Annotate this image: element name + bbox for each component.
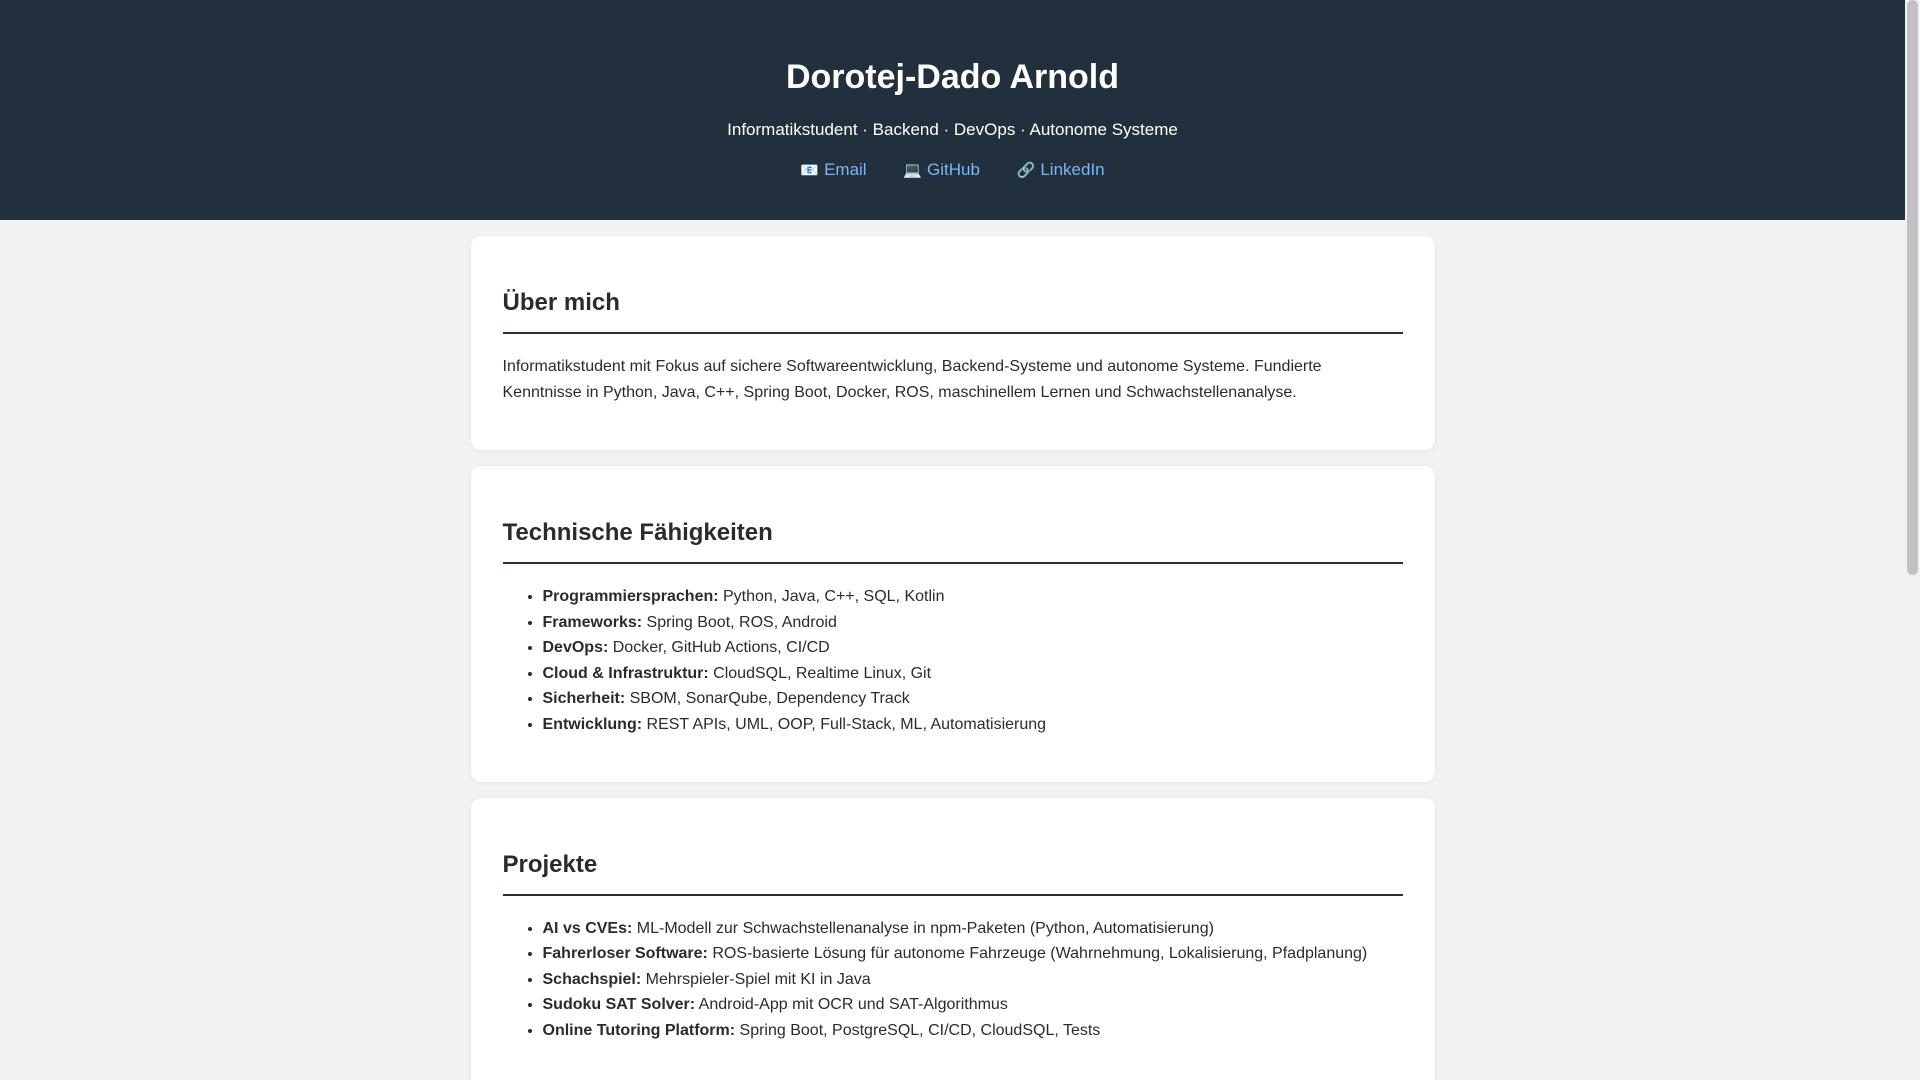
project-label: Online Tutoring Platform: xyxy=(542,1021,736,1039)
skill-value: Python, Java, C++, SQL, Kotlin xyxy=(718,588,945,605)
email-link[interactable] xyxy=(800,160,866,179)
project-label: Fahrerloser Software: xyxy=(542,945,708,963)
skill-label: Entwicklung: xyxy=(542,715,643,733)
skill-value: CloudSQL, Realtime Linux, Git xyxy=(708,664,932,682)
about-section xyxy=(471,236,1435,450)
skill-value: Spring Boot, ROS, Android xyxy=(642,613,837,631)
main-content xyxy=(471,236,1435,1080)
projects-list xyxy=(503,916,1403,1044)
skill-value: REST APIs, UML, OOP, Full-Stack, ML, Automatisierung xyxy=(642,715,1047,733)
list-item xyxy=(543,992,1403,1018)
skill-label: Frameworks: xyxy=(542,613,643,631)
skill-label: Cloud & Infrastruktur: xyxy=(542,664,709,682)
projects-title: Projekte xyxy=(503,850,1403,896)
list-item xyxy=(543,712,1403,738)
skill-label: DevOps: xyxy=(542,639,609,657)
project-value: Spring Boot, PostgreSQL, CI/CD, CloudSQL, Tests xyxy=(735,1021,1101,1039)
skill-label: Programmiersprachen: xyxy=(542,588,719,605)
project-value: ROS-basierte Lösung für autonome Fahrzeuge (Wahrnehmung, Lokalisierung, Pfadplanung) xyxy=(707,945,1368,963)
profile-name: Dorotej-Dado Arnold xyxy=(785,58,1120,96)
about-text: Informatikstudent mit Fokus auf sichere Softwareentwicklung, Backend-Systeme und autonome Systeme. Fundierte Kenntnisse in Python, Java, C++, Spring Boot, Docker, ROS, maschinellem Lernen und Schwachstellenanalyse. xyxy=(502,358,1322,401)
project-label: Sudoku SAT Solver: xyxy=(542,996,696,1014)
project-value: Mehrspieler-Spiel mit KI in Java xyxy=(641,970,871,988)
list-item xyxy=(543,916,1403,942)
list-item xyxy=(543,1018,1403,1044)
profile-header xyxy=(0,0,1905,220)
skills-section xyxy=(471,466,1435,782)
project-value: ML-Modell zur Schwachstellenanalyse in npm-Paketen (Python, Automatisierung) xyxy=(632,919,1214,937)
skills-list xyxy=(503,584,1403,738)
project-label: Schachspiel: xyxy=(542,970,642,988)
list-item xyxy=(543,941,1403,967)
linkedin-link-label: LinkedIn xyxy=(1040,160,1105,179)
project-label: AI vs CVEs: xyxy=(542,919,633,937)
list-item xyxy=(543,584,1403,610)
email-icon: 📧 xyxy=(800,162,820,179)
list-item xyxy=(543,610,1403,636)
skill-value: Docker, GitHub Actions, CI/CD xyxy=(608,639,830,657)
project-value: Android-App mit OCR und SAT-Algorithmus xyxy=(695,996,1008,1014)
list-item xyxy=(543,635,1403,661)
skill-value: SBOM, SonarQube, Dependency Track xyxy=(625,690,910,708)
vertical-scrollbar[interactable] xyxy=(1905,0,1920,1080)
projects-section xyxy=(471,798,1435,1080)
skills-title: Technische Fähigkeiten xyxy=(503,518,1403,564)
skill-label: Sicherheit: xyxy=(542,690,626,708)
profile-subtitle: Informatikstudent · Backend · DevOps · Autonome Systeme xyxy=(727,120,1178,139)
linkedin-link[interactable] xyxy=(1017,160,1105,179)
github-link-label: GitHub xyxy=(927,160,980,179)
scrollbar-thumb[interactable] xyxy=(1907,0,1918,575)
about-title: Über mich xyxy=(503,288,1403,334)
github-link[interactable] xyxy=(903,160,980,179)
list-item xyxy=(543,661,1403,687)
list-item xyxy=(543,967,1403,993)
contact-links xyxy=(0,159,1905,182)
email-link-label: Email xyxy=(824,160,867,179)
link-icon: 🔗 xyxy=(1016,162,1036,179)
list-item xyxy=(543,686,1403,712)
laptop-icon: 💻 xyxy=(903,162,922,179)
